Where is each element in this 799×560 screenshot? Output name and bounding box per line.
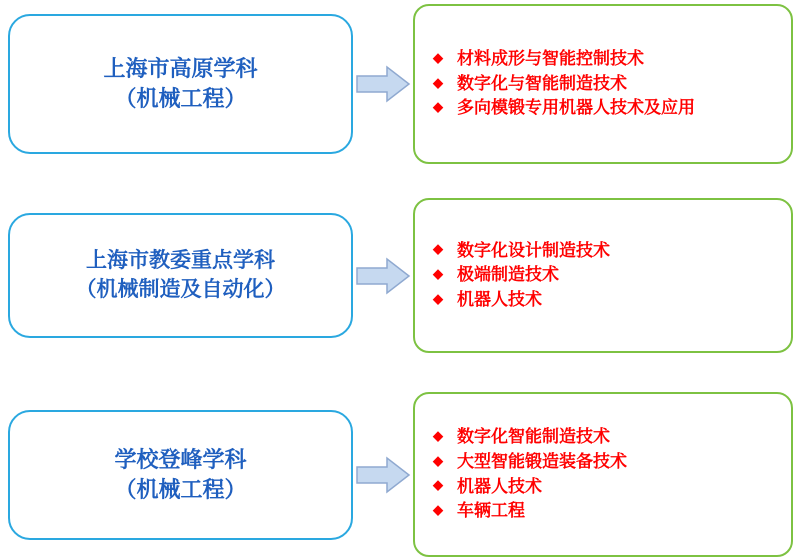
discipline-box-peak[interactable] — [8, 410, 353, 540]
diamond-bullet-icon: ◆ — [433, 266, 443, 282]
list-item-label: 大型智能锻造装备技术 — [457, 451, 627, 471]
list-item-label: 机器人技术 — [457, 476, 542, 496]
diamond-bullet-icon: ◆ — [433, 241, 443, 257]
right-arrow-icon — [355, 64, 411, 104]
right-arrow-icon — [355, 256, 411, 296]
diagram-row — [0, 392, 799, 557]
list-item — [433, 288, 777, 313]
right-arrow-icon — [355, 455, 411, 495]
list-item — [433, 499, 777, 524]
discipline-subtitle-line: （机械制造及自动化） — [75, 277, 286, 301]
research-direction-box-peak[interactable] — [413, 392, 793, 557]
diamond-bullet-icon: ◆ — [433, 428, 443, 444]
list-item-label: 车辆工程 — [457, 501, 525, 521]
list-item — [433, 96, 777, 121]
list-item — [433, 72, 777, 97]
discipline-title-line: 上海市高原学科 — [103, 56, 258, 82]
diamond-bullet-icon: ◆ — [433, 74, 443, 90]
list-item — [433, 425, 777, 450]
diamond-bullet-icon: ◆ — [433, 477, 443, 493]
discipline-title-line: 学校登峰学科 — [114, 446, 247, 472]
list-item-label: 数字化智能制造技术 — [457, 427, 610, 447]
research-direction-box-plateau[interactable] — [413, 4, 793, 164]
list-item-label: 机器人技术 — [457, 289, 542, 309]
diamond-bullet-icon: ◆ — [433, 502, 443, 518]
discipline-subtitle-line: （机械工程） — [114, 86, 247, 111]
diagram-row — [0, 198, 799, 353]
diamond-bullet-icon: ◆ — [433, 452, 443, 468]
diagram-row — [0, 4, 799, 164]
research-direction-box-municipal-key[interactable] — [413, 198, 793, 353]
diamond-bullet-icon: ◆ — [433, 49, 443, 65]
discipline-subtitle-line: （机械工程） — [114, 476, 247, 502]
discipline-title-line: 上海市教委重点学科 — [86, 249, 275, 273]
list-item-label: 极端制造技术 — [457, 265, 559, 285]
diamond-bullet-icon: ◆ — [433, 290, 443, 306]
list-item-label: 多向模锻专用机器人技术及应用 — [457, 98, 695, 118]
list-item-label: 数字化设计制造技术 — [457, 240, 610, 260]
list-item — [433, 239, 777, 264]
discipline-box-municipal-key[interactable] — [8, 213, 353, 338]
diamond-bullet-icon: ◆ — [433, 99, 443, 115]
list-item — [433, 450, 777, 475]
list-item — [433, 475, 777, 500]
list-item — [433, 263, 777, 288]
list-item — [433, 47, 777, 72]
discipline-box-plateau[interactable] — [8, 14, 353, 154]
list-item-label: 材料成形与智能控制技术 — [457, 49, 644, 69]
list-item-label: 数字化与智能制造技术 — [457, 73, 627, 93]
